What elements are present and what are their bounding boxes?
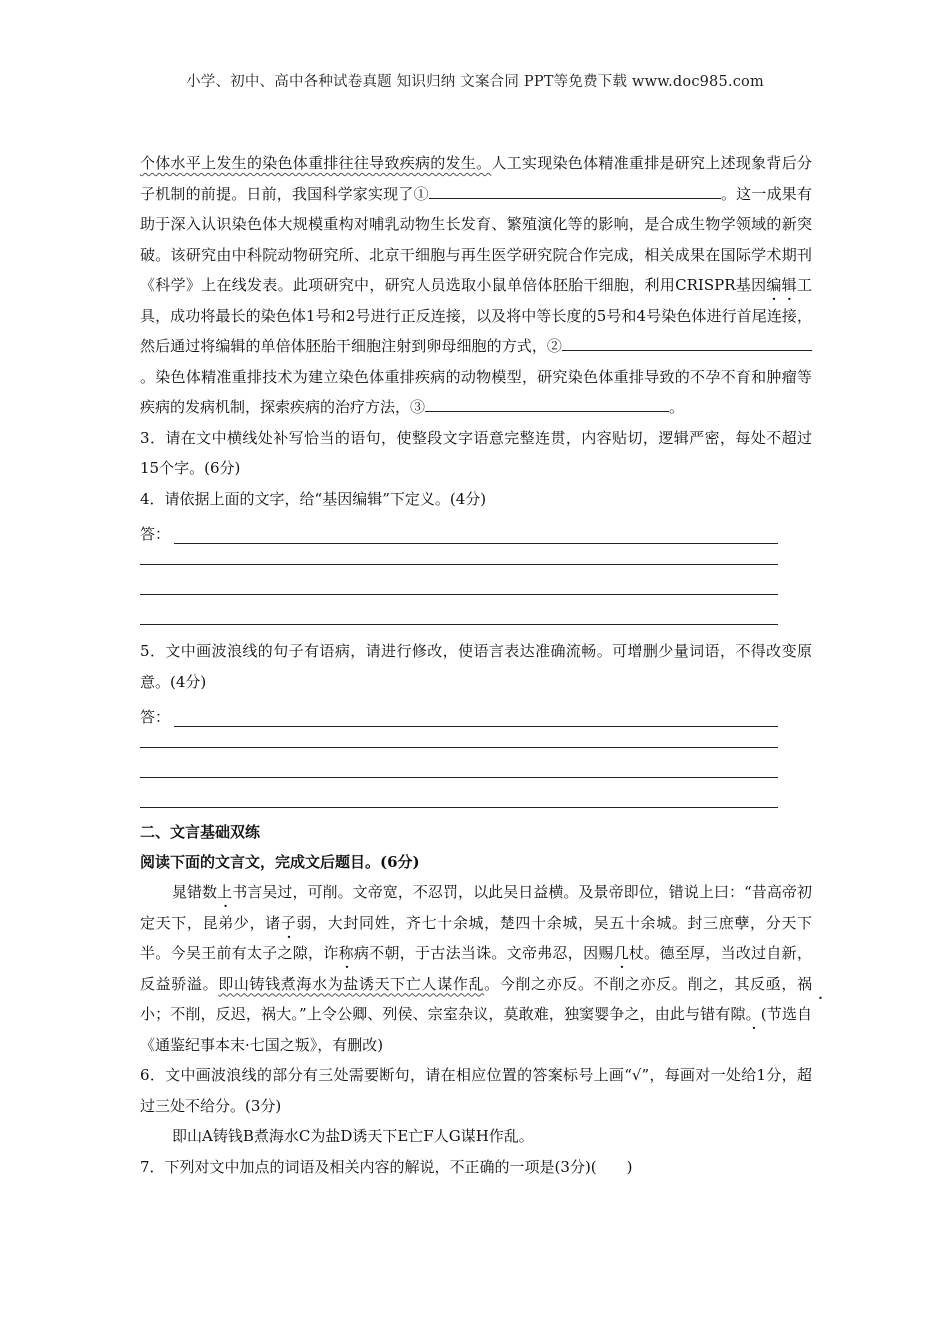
passage-paragraph [140, 148, 812, 423]
document-body [140, 148, 812, 1182]
dotted-char: 诈 [323, 944, 339, 962]
question-5: 5．文中画波浪线的句子有语病，请进行修改，使语言表达准确流畅。可增删少量词语，不得改变原意。(4分) [140, 642, 812, 691]
question-4: 4．请依据上面的文字，给“基因编辑”下定义。(4分) [140, 489, 487, 508]
classical-text: 。今削之亦反。不削之亦反。削之，其反亟， [484, 974, 797, 993]
question-7: 7．下列对文中加点的词语及相关内容的解说，不正确的一项是(3分)( ) [140, 1157, 633, 1176]
passage-text: 。 [669, 398, 685, 416]
answer-line[interactable] [140, 727, 812, 757]
answer-label: 答： [140, 525, 171, 543]
fill-blank-2[interactable] [562, 332, 812, 351]
section-title: 二、文言基础双练 [140, 823, 261, 841]
dotted-char: 隙 [730, 1005, 746, 1023]
dotted-char: 赐 [598, 944, 614, 962]
answer-label: 答： [140, 708, 171, 726]
answer-line[interactable] [140, 544, 812, 574]
answer-line[interactable] [140, 757, 812, 787]
fill-blank-3[interactable] [425, 393, 669, 412]
passage-text: 。这一成果有助于深入认识染色体大规模重构对哺乳动物生长发育、繁殖演化等的影响，是合成生物学领域的新突破。该研究由中科院动物研究所、北京干细胞与再生医学研究院合作完成，相关成果在国际学术期刊《科学》上在线发表。此项研究中，研究人员选取小鼠单倍体胚胎干细胞，利用CRISPR基因 [140, 184, 812, 294]
answer-line[interactable] [140, 574, 812, 604]
question-3: 3．请在文中横线处补写恰当的语句，使整段文字语意完整连贯，内容贴切，逻辑严密，每处不超过15个字。(6分) [140, 428, 812, 477]
dotted-char: 编 [766, 276, 782, 294]
wavy-underlined-phrase: 即山铸钱煮海水为盐诱天下亡人谋作乱 [218, 974, 485, 993]
classical-text: 称病不朝，于古法当诛。文帝弗忍，因 [338, 944, 599, 962]
dotted-char: 祸 [796, 974, 812, 993]
question-6-options: 即山A铸钱B煮海水C为盐D诱天下E亡F人G谋H作乱。 [172, 1127, 534, 1145]
answer-row [140, 697, 812, 727]
passage-text: 工具，成功将最长的染色体1号和2号进行正反连接，以及将中等长度的5号和4号染色体进行首尾连接，然后通过将编辑的单倍体胚胎干细胞注射到卵母细胞的方式，② [140, 276, 812, 355]
passage-text: 。染色体精准重排技术为建立染色体重排疾病的动物模型，研究染色体重排导致的不孕不育和肿瘤等疾病的发病机制，探索疾病的治疗方法，③ [140, 367, 812, 416]
dotted-char: 诸 [265, 913, 281, 932]
classical-text: 小；不削，反迟，祸大。”上令公卿、列侯、宗室杂议，莫敢难，独窦婴争之，由此与错有 [140, 1005, 731, 1023]
answer-line[interactable] [140, 787, 812, 817]
classical-passage [140, 877, 812, 1060]
page-header: 小学、初中、高中各种试卷真题 知识归纳 文案合同 PPT等免费下载 www.doc985.com [186, 74, 764, 90]
classical-text: 晁错 [172, 883, 203, 901]
answer-line[interactable] [140, 604, 812, 634]
fill-blank-1[interactable] [429, 180, 721, 199]
answer-line[interactable] [174, 523, 778, 544]
classical-text: 。(节选自《通鉴纪事本末·七国之叛》，有删改) [140, 1005, 812, 1054]
dotted-char: 辑 [781, 276, 797, 294]
wavy-underlined-sentence: 个体水平上发生的染色体重排往往导致疾病的发生。 [140, 154, 492, 172]
classical-text: 子弱，大封同姓，齐七十余城，楚四十余城，吴五十余城。封三庶孽，分天下半。今吴王前有太子之隙， [140, 913, 812, 962]
passage-text: 人工实现染色体精准重排是研究上述现象背后分子机制的前提。日前，我国科学家实现了① [140, 154, 812, 203]
classical-text: 上书言吴过，可削。文帝宽，不忍罚，以此吴日益横。及景帝即位，错说上曰：“昔高帝初定天下，昆弟少， [140, 883, 812, 932]
classical-text: 几杖。德至厚，当改过自新，反益骄溢。 [140, 944, 812, 993]
dotted-char: 数 [202, 883, 218, 901]
answer-line[interactable] [174, 706, 778, 727]
question-6: 6．文中画波浪线的部分有三处需要断句，请在相应位置的答案标号上画“√”，每画对一处给1分，超过三处不给分。(3分) [140, 1066, 812, 1115]
answer-row [140, 514, 812, 544]
section-instruction: 阅读下面的文言文，完成文后题目。(6分) [140, 853, 420, 871]
